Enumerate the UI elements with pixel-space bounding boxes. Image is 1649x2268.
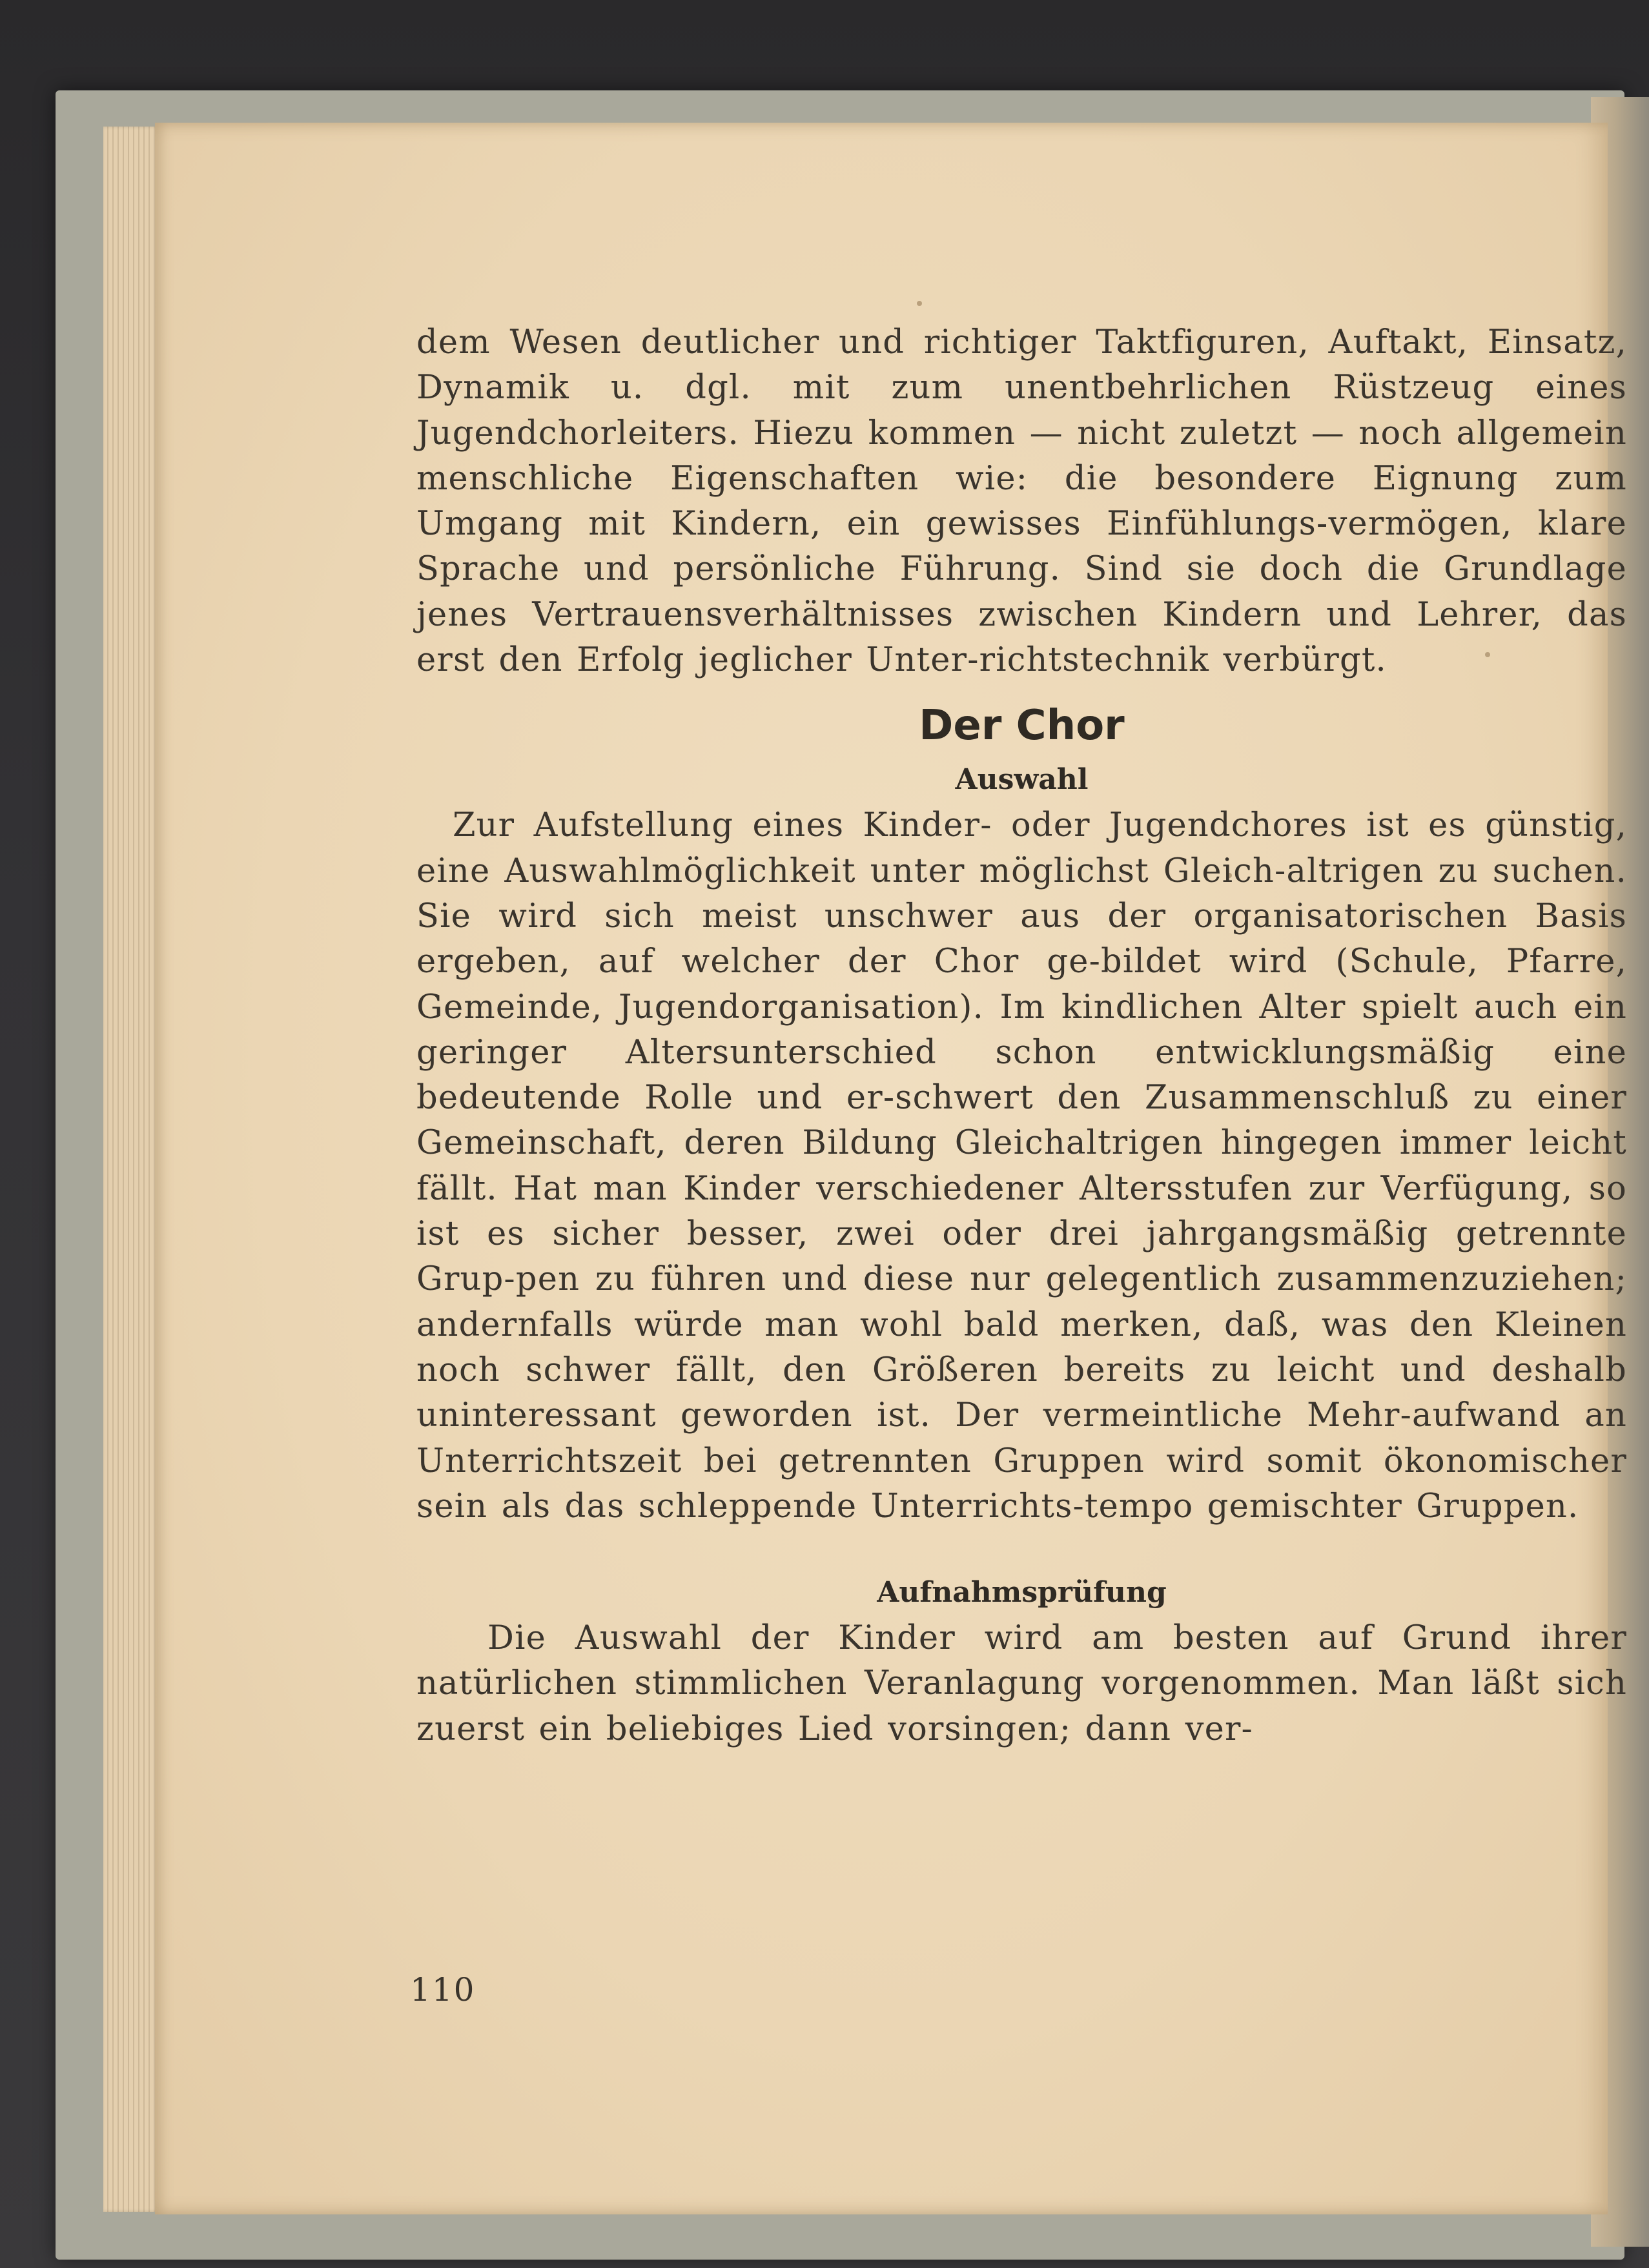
aufnahmspruefung-paragraph: Die Auswahl der Kinder wird am besten auf Grund ihrer natürlichen stimmlichen Veranlagung vorgenommen. Man läßt sich zuerst ein beliebiges Lied vorsingen; dann ver- bbox=[416, 1619, 1627, 1748]
chapter-title: Der Chor bbox=[919, 702, 1125, 750]
paper-speck bbox=[917, 301, 922, 306]
page-number: 110 bbox=[410, 1971, 476, 2008]
section-title-aufnahmspruefung: Aufnahmsprüfung bbox=[877, 1576, 1167, 1609]
section-title-auswahl: Auswahl bbox=[955, 763, 1089, 797]
page-text bbox=[416, 320, 1627, 1752]
auswahl-paragraph: Zur Aufstellung eines Kinder- oder Jugendchores ist es günstig, eine Auswahlmöglichkeit unter möglichst Gleich-altrigen zu suchen. Sie wird sich meist unschwer aus der organisatorischen Basis ergeben, auf welcher der Chor ge-bildet wird (Schule, Pfarre, Gemeinde, Jugendorganisation). Im kindlichen Alter spielt auch ein geringer Altersunterschied schon entwicklungsmäßig eine bedeutende Rolle und er-schwert den Zusammenschluß zu einer Gemeinschaft, deren Bildung Gleichaltrigen hingegen immer leicht fällt. Hat man Kinder verschiedener Altersstufen zur Verfügung, so ist es sicher besser, zwei oder drei jahrgangsmäßig getrennte Grup-pen zu führen und diese nur gelegentlich zusammenzuziehen; andernfalls würde man wohl bald merken, daß, was den Kleinen noch schwer fällt, den Größeren bereits zu leicht und deshalb uninteressant geworden ist. Der vermeintliche Mehr-aufwand an Unterrichtszeit bei getrennten Gruppen wird somit ökonomischer sein als das schleppende Unterrichts-tempo gemischter Gruppen. bbox=[416, 806, 1627, 1526]
intro-paragraph: dem Wesen deutlicher und richtiger Taktfiguren, Auftakt, Einsatz, Dynamik u. dgl. mit zum unentbehrlichen Rüstzeug eines Jugendchorleiters. Hiezu kommen — nicht zuletzt — noch allgemein menschliche Eigenschaften wie: die besondere Eignung zum Umgang mit Kindern, ein gewisses Einfühlungs-vermögen, klare Sprache und persönliche Führung. Sind sie doch die Grundlage jenes Vertrauensverhältnisses zwischen Kindern und Lehrer, das erst den Erfolg jeglicher Unter-richtstechnik verbürgt. bbox=[416, 323, 1627, 680]
